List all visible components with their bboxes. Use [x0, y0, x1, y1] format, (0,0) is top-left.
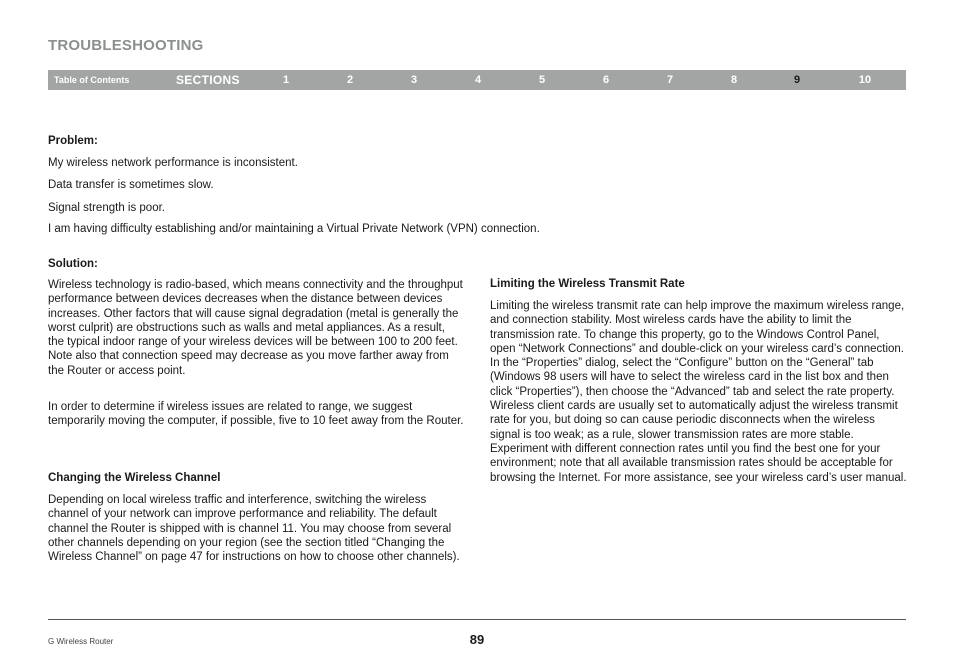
section-link-2[interactable]: 2: [346, 74, 354, 86]
footer-product-name: G Wireless Router: [48, 637, 114, 646]
section-link-8[interactable]: 8: [730, 74, 738, 86]
section-link-10[interactable]: 10: [858, 74, 872, 86]
footer-divider: [48, 619, 906, 620]
problem-line-2: Data transfer is sometimes slow.: [48, 179, 214, 191]
problem-line-3: Signal strength is poor.: [48, 202, 165, 214]
transmit-paragraph: Limiting the wireless transmit rate can help improve the maximum wireless range, and connection stability. Most wireless cards have the ability to limit the transmission rate. To change this property, go to the Windows Control Panel, open “Network Connections” and double-click on your wireless card’s connection. In the “Properties” dialog, select the “Configure” button on the “General” tab (Windows 98 users will have to select the wireless card in the list box and then click “Properties”), then choose the “Advanced” tab and select the rate property. Wireless client cards are usually set to automatically adjust the wireless transmit rate for you, but doing so can cause periodic disconnects when the wireless signal is too weak; as a rule, slower transmission rates are more stable. Experiment with different connection rates until you find the best one for your environment; note that all available transmission rates should be acceptable for browsing the Internet. For more assistance, see your wireless card’s user manual.: [490, 300, 907, 484]
table-of-contents-link[interactable]: Table of Contents: [54, 75, 130, 85]
solution-paragraph-1: Wireless technology is radio-based, which means connectivity and the throughput performance between devices decreases when the distance between devices increases. Other factors that will cause signal degradation (metal is generally the worst culprit) are obstructions such as walls and metal appliances. As a result, the typical indoor range of your wireless devices will be between 100 to 200 feet. Note also that connection speed may decrease as you move farther away from the Router or access point.: [48, 279, 463, 377]
page-number: 89: [469, 632, 485, 647]
solution-heading: Solution:: [48, 258, 98, 270]
section-link-3[interactable]: 3: [410, 74, 418, 86]
page-title: TROUBLESHOOTING: [48, 37, 204, 54]
problem-line-1: My wireless network performance is inconsistent.: [48, 157, 298, 169]
problem-line-4: I am having difficulty establishing and/or maintaining a Virtual Private Network (VPN) connection.: [48, 223, 540, 235]
section-link-5[interactable]: 5: [538, 74, 546, 86]
problem-heading: Problem:: [48, 135, 98, 147]
solution-paragraph-2: In order to determine if wireless issues are related to range, we suggest temporarily moving the computer, if possible, five to 10 feet away from the Router.: [48, 401, 464, 428]
section-link-4[interactable]: 4: [474, 74, 482, 86]
section-link-7[interactable]: 7: [666, 74, 674, 86]
section-link-9[interactable]: 9: [793, 74, 801, 86]
section-link-6[interactable]: 6: [602, 74, 610, 86]
channel-paragraph: Depending on local wireless traffic and interference, switching the wireless channel of your network can improve performance and reliability. The default channel the Router is shipped with is channel 11. You may choose from several other channels depending on your region (see the section titled “Changing the Wireless Channel” on page 47 for instructions on how to choose other channels).: [48, 494, 460, 564]
channel-heading: Changing the Wireless Channel: [48, 472, 221, 484]
sections-label: SECTIONS: [176, 73, 240, 87]
transmit-heading: Limiting the Wireless Transmit Rate: [490, 278, 685, 290]
section-link-1[interactable]: 1: [282, 74, 290, 86]
section-nav-bar: [48, 70, 906, 90]
